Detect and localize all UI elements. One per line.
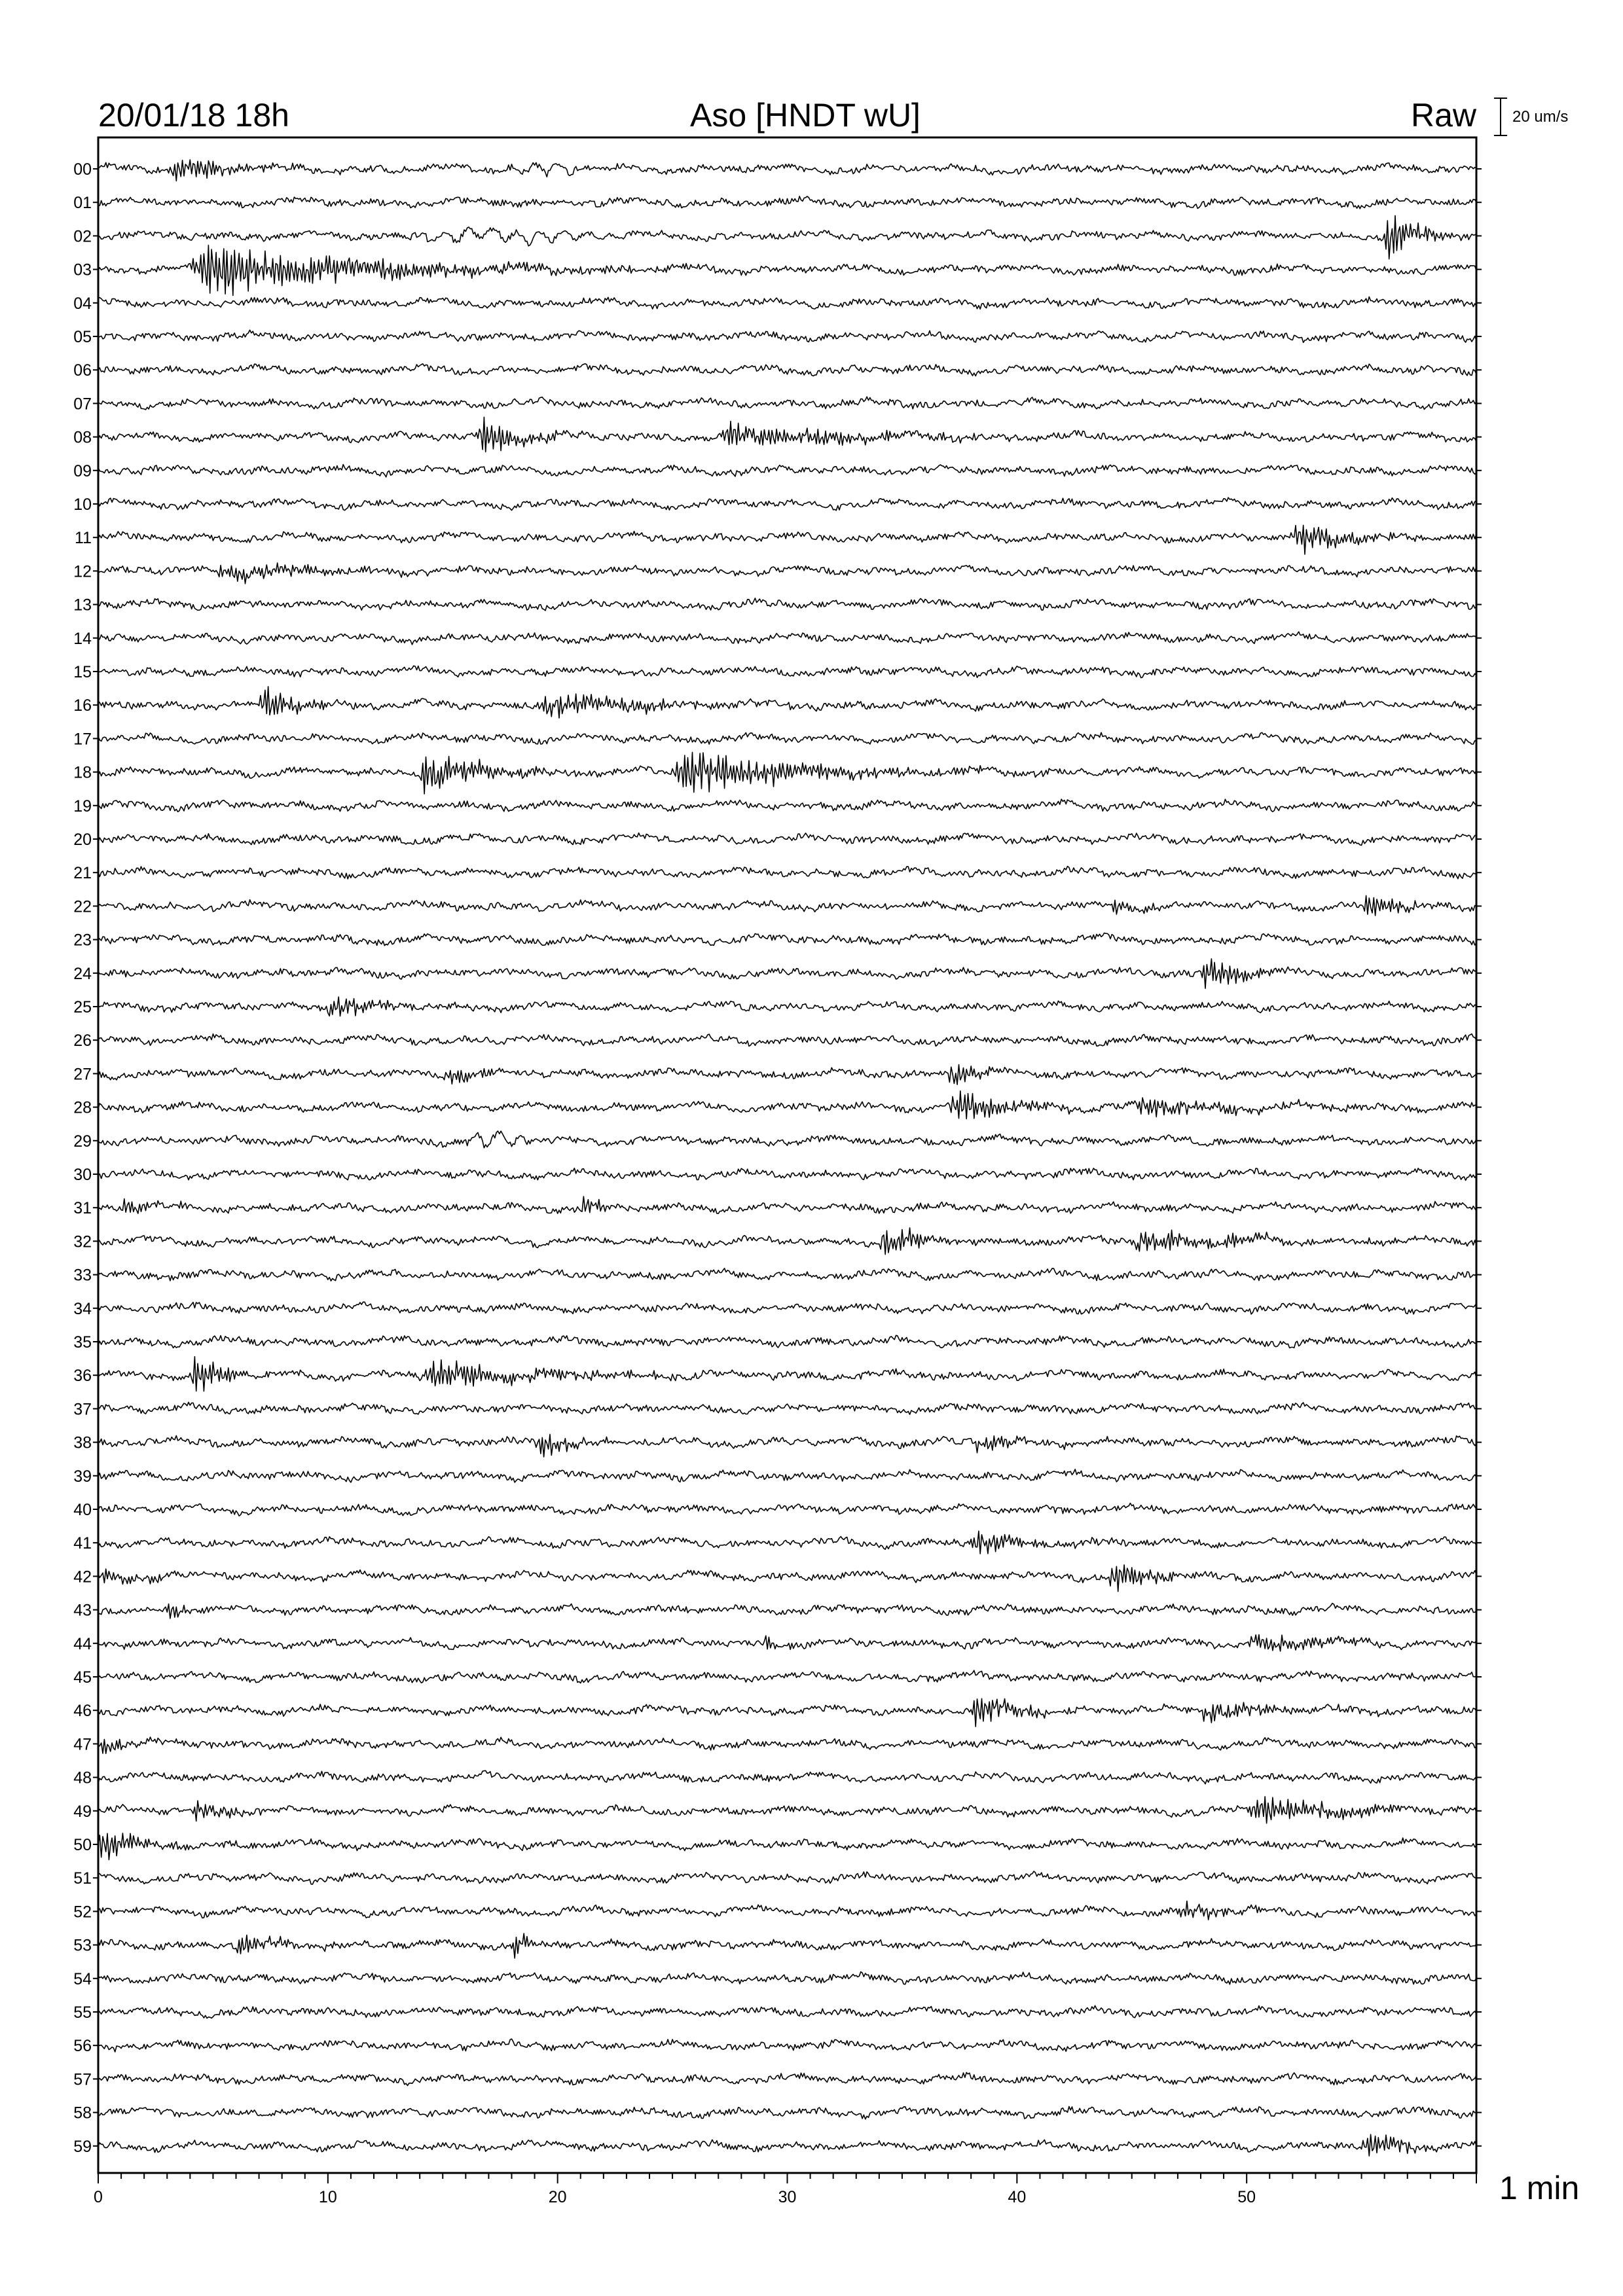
row-label-03: 03 [73, 260, 92, 279]
amplitude-scale-bar [1494, 98, 1568, 135]
row-label-45: 45 [73, 1668, 92, 1687]
row-label-56: 56 [73, 2037, 92, 2056]
row-label-22: 22 [73, 897, 92, 916]
row-label-33: 33 [73, 1266, 92, 1285]
trace-row-20 [98, 833, 1476, 846]
trace-row-06 [98, 364, 1476, 376]
trace-row-37 [98, 1403, 1476, 1415]
row-label-37: 37 [73, 1400, 92, 1419]
trace-row-48 [98, 1770, 1476, 1784]
trace-row-11 [98, 526, 1476, 555]
trace-row-10 [98, 497, 1476, 511]
trace-row-14 [98, 632, 1476, 645]
row-label-28: 28 [73, 1098, 92, 1117]
trace-row-49 [98, 1797, 1476, 1823]
mode-label: Raw [1410, 97, 1476, 134]
row-label-49: 49 [73, 1802, 92, 1821]
row-label-57: 57 [73, 2070, 92, 2089]
row-label-59: 59 [73, 2137, 92, 2156]
row-label-12: 12 [73, 562, 92, 581]
row-label-07: 07 [73, 395, 92, 414]
trace-row-23 [98, 933, 1476, 946]
trace-row-07 [98, 397, 1476, 410]
trace-row-12 [98, 563, 1476, 584]
trace-row-26 [98, 1034, 1476, 1047]
trace-row-42 [98, 1565, 1476, 1592]
row-label-20: 20 [73, 831, 92, 849]
row-label-01: 01 [73, 194, 92, 213]
row-label-51: 51 [73, 1869, 92, 1888]
trace-row-32 [98, 1228, 1476, 1255]
trace-row-21 [98, 867, 1476, 879]
row-label-36: 36 [73, 1367, 92, 1386]
row-label-53: 53 [73, 1936, 92, 1955]
row-label-05: 05 [73, 328, 92, 346]
row-label-32: 32 [73, 1232, 92, 1251]
row-label-10: 10 [73, 495, 92, 514]
trace-row-13 [98, 598, 1476, 611]
trace-row-27 [98, 1065, 1476, 1085]
x-tick-label-10: 10 [318, 2188, 337, 2206]
date-hour-title: 20/01/18 18h [98, 97, 289, 134]
row-label-38: 38 [73, 1433, 92, 1452]
row-label-21: 21 [73, 864, 92, 883]
row-label-31: 31 [73, 1199, 92, 1218]
trace-row-16 [98, 687, 1476, 718]
trace-row-52 [98, 1901, 1476, 1920]
row-label-55: 55 [73, 2003, 92, 2022]
trace-row-00 [98, 160, 1476, 181]
trace-row-41 [98, 1531, 1476, 1554]
trace-row-19 [98, 799, 1476, 812]
trace-row-36 [98, 1357, 1476, 1391]
trace-row-55 [98, 2005, 1476, 2018]
row-label-17: 17 [73, 730, 92, 749]
trace-row-35 [98, 1335, 1476, 1348]
row-label-48: 48 [73, 1768, 92, 1787]
trace-row-28 [98, 1091, 1476, 1119]
row-label-39: 39 [73, 1467, 92, 1486]
trace-row-59 [98, 2134, 1476, 2156]
row-label-11: 11 [75, 529, 92, 548]
x-tick-label-20: 20 [548, 2188, 567, 2206]
trace-row-34 [98, 1302, 1476, 1314]
row-label-08: 08 [73, 428, 92, 447]
trace-row-29 [98, 1131, 1476, 1148]
row-label-06: 06 [73, 361, 92, 380]
trace-row-24 [98, 959, 1476, 988]
row-label-19: 19 [73, 797, 92, 816]
row-label-29: 29 [73, 1132, 92, 1151]
row-label-30: 30 [73, 1166, 92, 1184]
trace-row-57 [98, 2073, 1476, 2086]
trace-row-09 [98, 465, 1476, 477]
row-label-04: 04 [73, 294, 92, 313]
row-label-00: 00 [73, 160, 92, 179]
row-label-26: 26 [73, 1031, 92, 1050]
row-label-41: 41 [73, 1534, 92, 1553]
trace-row-08 [98, 417, 1476, 452]
row-label-24: 24 [73, 964, 92, 983]
row-label-35: 35 [73, 1333, 92, 1352]
trace-row-39 [98, 1469, 1476, 1482]
trace-row-54 [98, 1972, 1476, 1984]
row-label-46: 46 [73, 1702, 92, 1721]
trace-row-44 [98, 1635, 1476, 1651]
trace-row-25 [98, 997, 1476, 1016]
trace-row-04 [98, 297, 1476, 310]
row-label-group [73, 160, 1482, 2156]
row-label-16: 16 [73, 696, 92, 715]
trace-row-40 [98, 1503, 1476, 1516]
row-label-15: 15 [73, 663, 92, 681]
row-label-14: 14 [73, 629, 92, 648]
row-label-25: 25 [73, 998, 92, 1016]
row-label-13: 13 [73, 596, 92, 615]
trace-row-47 [98, 1737, 1476, 1753]
trace-row-22 [98, 895, 1476, 916]
row-label-50: 50 [73, 1836, 92, 1854]
trace-row-15 [98, 666, 1476, 677]
row-label-43: 43 [73, 1601, 92, 1620]
x-tick-label-30: 30 [778, 2188, 797, 2206]
trace-row-02 [98, 215, 1476, 259]
trace-row-51 [98, 1871, 1476, 1884]
trace-row-46 [98, 1698, 1476, 1727]
x-axis [94, 2173, 1476, 2206]
row-label-54: 54 [73, 1969, 92, 1988]
trace-row-56 [98, 2039, 1476, 2052]
x-tick-label-50: 50 [1237, 2188, 1256, 2206]
x-tick-label-0: 0 [94, 2188, 103, 2206]
trace-row-45 [98, 1670, 1476, 1683]
row-label-09: 09 [73, 461, 92, 480]
trace-row-38 [98, 1435, 1476, 1458]
trace-row-50 [98, 1833, 1476, 1860]
x-axis-label: 1 min [1499, 2170, 1580, 2206]
row-label-52: 52 [73, 1903, 92, 1922]
row-label-34: 34 [73, 1299, 92, 1318]
x-tick-label-40: 40 [1008, 2188, 1027, 2206]
station-title: Aso [HNDT wU] [690, 97, 921, 134]
trace-row-33 [98, 1268, 1476, 1281]
trace-row-43 [98, 1604, 1476, 1619]
row-label-02: 02 [73, 227, 92, 246]
row-label-44: 44 [73, 1634, 92, 1653]
trace-row-53 [98, 1933, 1476, 1958]
trace-row-58 [98, 2107, 1476, 2119]
trace-row-05 [98, 330, 1476, 342]
row-label-18: 18 [73, 763, 92, 782]
trace-group [98, 160, 1476, 2156]
row-label-40: 40 [73, 1501, 92, 1519]
scale-bar-label: 20 um/s [1512, 108, 1569, 126]
trace-row-17 [98, 732, 1476, 744]
row-label-23: 23 [73, 931, 92, 950]
row-label-58: 58 [73, 2104, 92, 2123]
trace-row-30 [98, 1168, 1476, 1181]
row-label-47: 47 [73, 1735, 92, 1754]
plot-frame [98, 137, 1476, 2173]
trace-row-03 [98, 245, 1476, 296]
trace-row-01 [98, 196, 1476, 209]
row-label-42: 42 [73, 1568, 92, 1587]
trace-row-31 [98, 1196, 1476, 1213]
trace-row-18 [98, 752, 1476, 794]
row-label-27: 27 [73, 1065, 92, 1084]
